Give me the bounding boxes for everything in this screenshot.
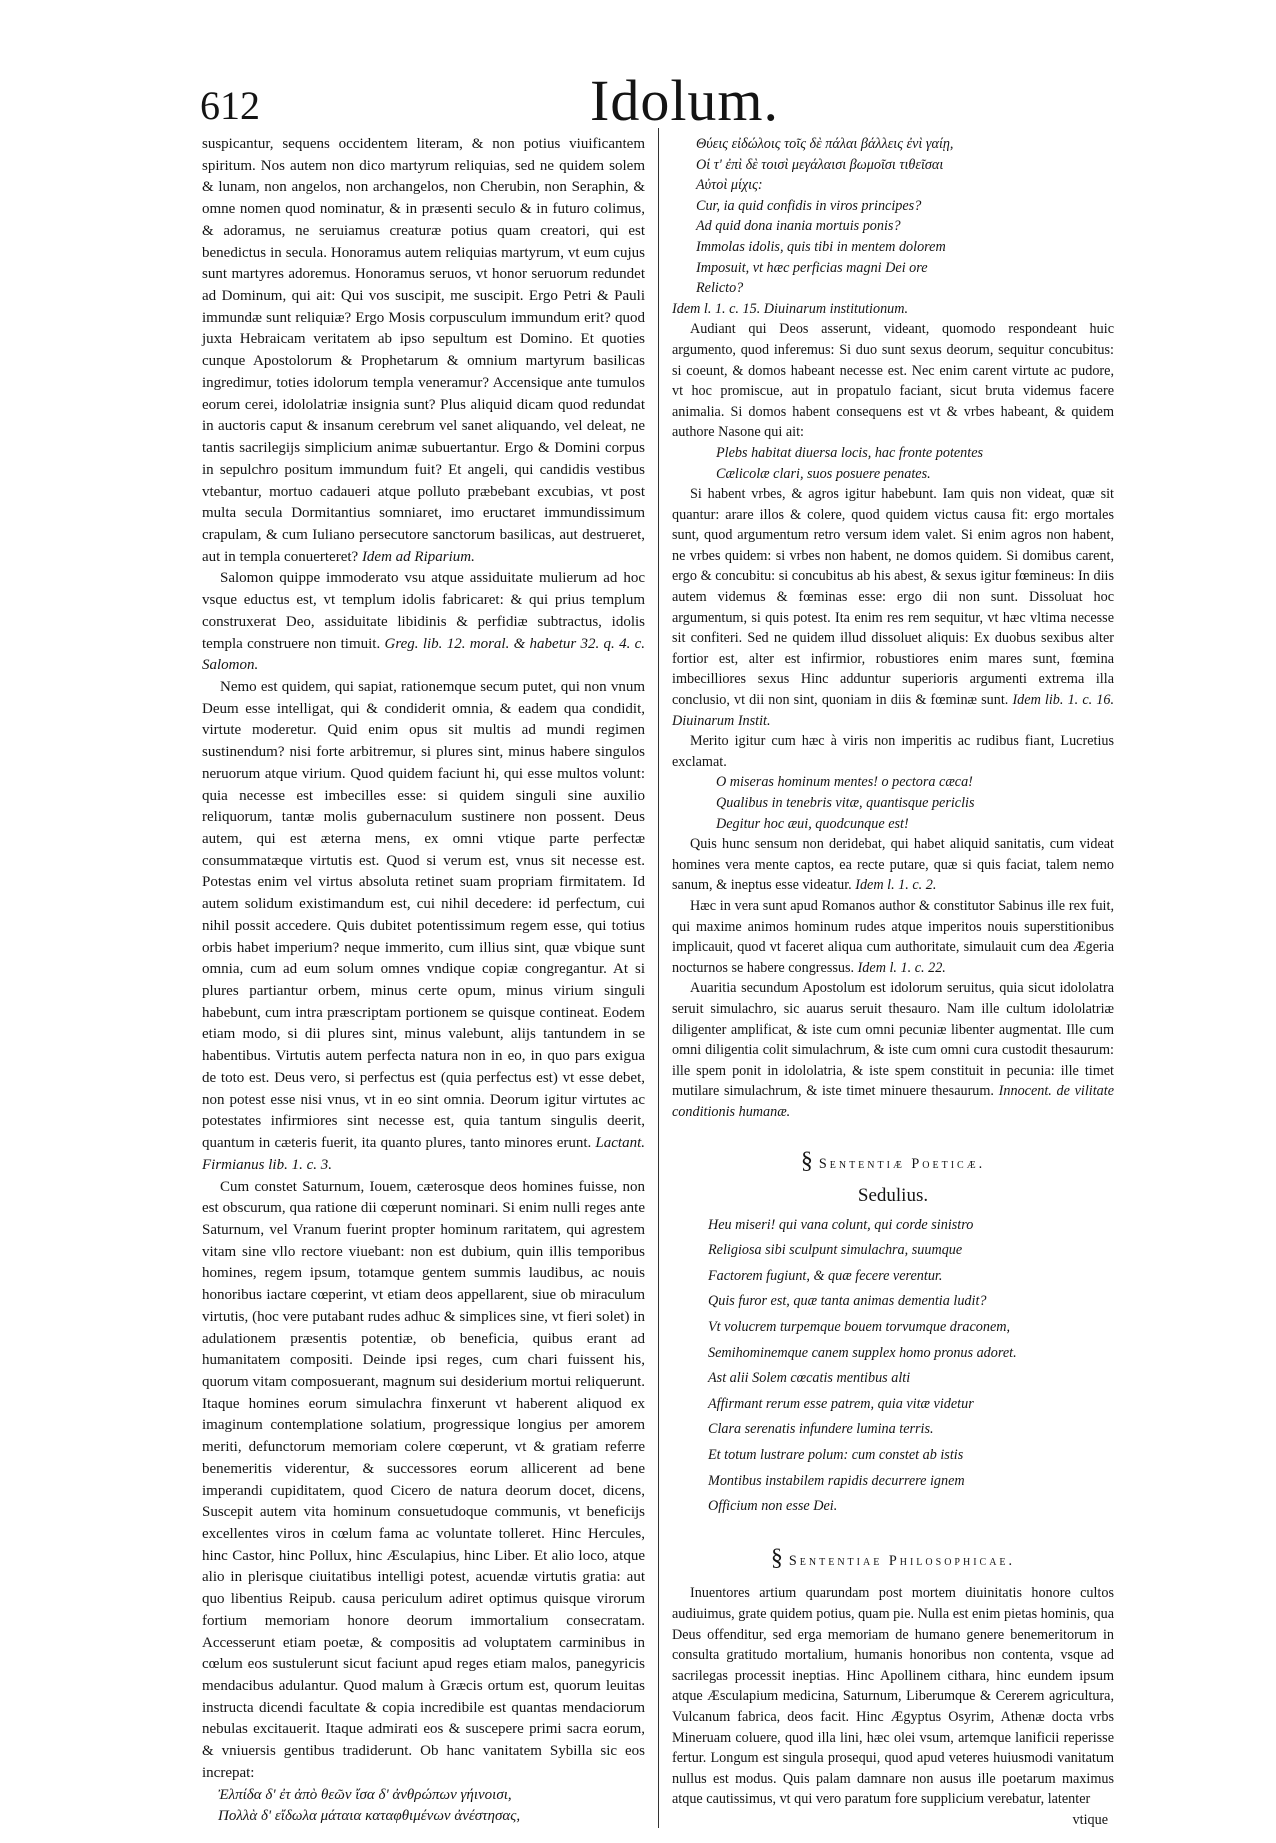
verse-line: Ad quid dona inania mortuis ponis? <box>696 218 901 235</box>
paragraph-text: Inuentores artium quarundam post mortem diuinitatis honore cultos audiuimus, grate quidem potius, quam pie. Nulla est enim pietas hominis, qua Deus offenditur, sed erga memoriam de humano genere benemeritorum in consulta gratitudo mortalium, humanis honoribus non contenta, vsque ad sacrilegas processit ineptias. Hinc Apollinem cithara, hinc eundem ipsum atque Æsculapium medicina, Saturnum, Liberumque & Cererem agricultura, Vulcanum fabrica, deos facit. Hinc Ægyptus Osyrim, Athenæ docta vrbs Mineruam coluere, quod illa lini, hæc olei vsum, artemque lanificii reperisse fertur. Longum est singula prosequi, quod apud veteres huiusmodi vanitatum nullus est modus. Quis palam damnare non ausus ille poetarum maximus atque cautissimus, vt qui vero paratum fore supplicium verebatur, latenter <box>672 1585 1114 1808</box>
verse-line: Factorem fugiunt, & quæ fecere verentur. <box>708 1267 943 1284</box>
ovid-verse <box>672 443 1114 484</box>
paragraph <box>672 896 1114 978</box>
verse-line: O miseras hominum mentes! o pectora cæca! <box>716 774 973 791</box>
sedulius-poem <box>672 1213 1114 1520</box>
citation: Lactant. Firmianus lib. 1. c. 3. <box>202 1135 645 1173</box>
verse-line: Semihominemque canem supplex homo pronus adoret. <box>708 1344 1017 1361</box>
verse-line: Vt volucrem turpemque bouem torvumque draconem, <box>708 1319 1011 1336</box>
section-heading-philosophical <box>672 1544 1114 1572</box>
verse-line: Ἐλπίδα δ' ἐτ ἀπὸ θεῶν ἴσα δ' ἀνθρώπων γήινοισι, <box>218 1786 512 1803</box>
paragraph-text: Si habent vrbes, & agros igitur habebunt. Iam quis non videat, quæ sit quantur: arare illos & colere, quod quidem victus causa fit: ergo mortales sunt, quod argumentum retro versum idem valet. Si enim agros non habent, ne vrbes quidem: si vrbes non habent, ne domos quidem. Si domibus carent, ergo & concubitu: si concubitus ab his abest, & sexus igitur fœmineus: In diis autem videmus & fœminas esse: ergo dii non sunt. Dissoluat hoc argumentum, si quis potest. Ita enim res rem sequitur, vt hæc vltima necesse sit confiteri. Sed ne quidem illud dissoluet aliquis: Ex duobus sexibus alter fortior est, alter est infirmior, robustiores enim mares sunt, fœmina imbecilliores sexus Hinc adduntur superioris argumenti extrema illa conclusio, vt dii non sint, quoniam in diis & fœminæ sunt. <box>672 486 1114 709</box>
paragraph <box>672 731 1114 772</box>
paragraph <box>672 319 1114 443</box>
poet-name: Sedulius. <box>857 1185 929 1207</box>
section-mark: § <box>770 1544 783 1571</box>
paragraph <box>672 484 1114 731</box>
paragraph <box>672 1583 1114 1810</box>
verse-line: Qualibus in tenebris vitæ, quantisque periclis <box>716 795 975 811</box>
paragraph-text: Salomon quippe immoderato vsu atque assiduitate mulierum ad hoc vsque eductus est, vt templum idolis fabricaret: & qui prius templum construxerat Deo, assiduitate libidinis & perfidiæ subtractus, idolis templa construere non timuit. <box>202 570 645 652</box>
paragraph-text: suspicantur, sequens occidentem literam, & non potius viuificantem spiritum. Nos autem non dico martyrum reliquias, sed ne quidem solem & lunam, non angelos, non archangelos, non Cherubin, non Seraphin, & omne nomen quod nominatur, & in præsenti seculo & in futuro colimus, & adoramus, ne seruiamus creaturæ potius quam creatori, qui est benedictus in secula. Honoramus autem reliquias martyrum, vt eum cujus sunt martyres adoremus. Honoramus seruos, vt honor seruorum redundet ad Dominum, qui ait: Qui vos suscipit, me suscipit. Ergo Petri & Pauli immundæ sunt reliquiæ? Ergo Mosis corpusculum immundum erit? quod juxta Hebraicam veritatem ab ipso sepultum est Domino. Et quoties cunque Apostolorum & Prophetarum & omnium martyrum basilicas ingredimur, toties idolorum templa veneramur? Accensique ante tumulos eorum cerei, idololatriæ insignia sunt? Plus aliquid dicam quod redundat in auctoris caput & insanum cerebrum vel sanet aliquando, vel deleat, ne tantis sacrilegijs simplicium animæ subuertantur. Ergo & Domini corpus in sepulchro positum immundum fuit? Et angeli, qui candidis vestibus vtebantur, mortuo cadaueri atque polluto præbebant excubias, vt post multa secula Dormitantius somniaret, imo eructaret immundissimum crapulam, & cum Iuliano persecutore sanctorum basilicas, aut destrueret, aut in templa conuerteret? <box>202 136 645 565</box>
left-column <box>202 134 645 1828</box>
running-head: Idolum. <box>590 68 780 133</box>
paragraph-text: Audiant qui Deos asserunt, videant, quomodo respondeant huic argumento, quod inferemus: Si duo sunt sexus deorum, sequitur concubitus: si coeunt, & domos habeant necesse est. Nec enim carent virtute ac pudore, vt hoc promiscue, aut in propatulo faciant, sicut bruta videmus facere animalia. Si domos habent consequens est vt & vrbes habeant, & quidem authore Nasone qui ait: <box>672 321 1114 441</box>
lucretius-verse <box>672 772 1114 834</box>
verse-line: Θύεις εἰδώλοις τοῖς δὲ πάλαι βάλλεις ἐνὶ γαίῃ, <box>696 136 954 152</box>
paragraph <box>202 1177 645 1785</box>
latin-verse <box>672 196 1114 299</box>
verse-line: Cælicolæ clari, suos posuere penates. <box>716 465 931 482</box>
section-heading-text: Sententiæ Poeticæ. <box>818 1155 986 1172</box>
verse-line: Religiosa sibi sculpunt simulachra, suumque <box>708 1242 963 1259</box>
citation: Idem l. 1. c. 15. Diuinarum institutionum. <box>672 300 909 317</box>
citation: Innocent. de vilitate conditionis humanæ. <box>672 1083 1114 1120</box>
verse-line: Affirmant rerum esse patrem, quia vitæ videtur <box>708 1395 974 1412</box>
section-heading-text: Sententiae Philosophicae. <box>788 1552 1016 1569</box>
paragraph-text: Cum constet Saturnum, Iouem, cæterosque deos homines fuisse, non est obscurum, qua ratione dii cœperunt nominari. Si enim nulli reges ante Saturnum, vel Vranum fuerint propter hominum raritatem, qui agrestem vitam sine vllo rectore viuebant: non est dubium, quin illis temporibus homines, regem ipsum, totamque gentem summis laudibus, ac nouis honoribus iactare cœperint, vt etiam deos appellarent, siue ob miraculum virtutis, (hoc vere putabant rudes adhuc & simplices sine, vt fieri solet) in adulationem præsentis potentiæ, ob beneficia, quibus erant ad humanitatem compositi. Deinde ipsi reges, cum chari fuissent his, quorum vitam composuerant, magnum sui desiderium mortui reliquerunt. Itaque homines eorum simulachra finxerunt vt haberent aliquod ex imaginum contemplatione solatium, progressique longius per amorem meriti, defunctorum memoriam colere cœperunt, vt & gratiam referre benemeritis viderentur, & successores eorum allicerent ad bene imperandi cupiditatem, quod Cicero de natura deorum docet, dicens, Suscepit autem vita hominum consuetudoque communis, vt beneficijs excellentes viros in cœlum fama ac voluntate tolleret. Hinc Hercules, hinc Castor, hinc Pollux, hinc Æsculapius, hinc Liber. Et alio loco, atque alio in plerisque ciuitatibus intelligi potest, acuendæ virtutis gratia: aut quo libentius Reipub. causa periculum adiret optimus quisque virorum fortium memoriam honore deorum immortalium consecratam. Accesserunt etiam poetæ, & compositis ad voluptatem carminibus in cœlum eos sustulerunt sicut faciunt apud reges etiam malos, panegyricis mendacibus adulantur. Quod malum à Græcis ortum est, quorum leuitas instructa dicendi facultate & copia incredibile est quantas mendaciorum nebulas excitauerit. Itaque admirati eos & suscepere primi sacra eorum, & vniuersis gentibus tradiderunt. Ob hanc vanitatem Sybilla sic eos increpat: <box>202 1178 645 1781</box>
paragraph-text: Nemo est quidem, qui sapiat, rationemque secum putet, qui non vnum Deum esse intelligat, qui & condiderit omnia, & eadem qua condidit, virtute moderetur. Quid enim opus sit multis ad mundi regimen sustinendum? nisi forte arbitremur, si plures sint, minus habere singulos neruorum atque virium. Quod quidem faciunt hi, qui esse multos volunt: quia necesse est imbecilles esse: si quidem singuli sine auxilio reliquorum, tantæ molis gubernaculum sustinere non possent. Deus autem, qui est æterna mens, ex omni vtique parte perfectæ consummatæque virtutis est. Quod si verum est, vnus sit necesse est. Potestas enim vel virtus absoluta retinet suam propriam firmitatem. Id autem solidum existimandum est, cui nihil decedere: id perfectum, cui nihil possit accedere. Quis dubitet potentissimum regem esse, qui totius orbis habet imperium? neque immerito, cum illius sint, quæ vbique sunt omnia, cum ad eum solum omnes vndique copiæ congregantur. At si plures partiantur orbem, minus certe opum, minus virium singuli habebunt, cum intra præscriptam portionem se quisque contineat. Eodem etiam modo, si dii plures sint, minus valebunt, alijs tantundem in se habentibus. Virtutis autem perfecta natura non in eo, in quo pars exigua de toto est. Deus vero, si perfectus est (quia perfectus est) vt esse debet, non potest esse nisi vnus, vt in eo sint omnia. Deorum igitur virtutes ac potestates infirmiores sint necesse est, quia tantum singulis deerit, quantum in cæteris fuerit, ita quanto plures, tanto minores erunt. <box>202 678 645 1152</box>
verse-line: Et totum lustrare polum: cum constet ab istis <box>708 1447 964 1464</box>
citation: Greg. lib. 12. moral. & habetur 32. q. 4. c. Salomon. <box>202 635 646 674</box>
paragraph-text: Auaritia secundum Apostolum est idolorum seruitus, quia sicut idololatra seruit simulachro, sic auarus seruit thesauro. Nam ille cultum idololatriæ diligenter amplificat, & iste cum omni pecuniæ libenter augmentat. Ille cum omni diligentia colit simulachrum, & iste cum omni cura custodit thesaurum: ille spem ponit in idololatria, & iste spem constituit in pecunia: ille timet mutilare simulachrum, & iste timet minuere thesaurum. <box>672 980 1114 1100</box>
greek-verse <box>672 134 1114 196</box>
citation: Idem l. 1. c. 2. <box>855 877 937 894</box>
verse-line: Cur, ia quid confidis in viros principes? <box>696 197 922 214</box>
verse-line: Αὐτοὶ μίχις: <box>696 177 763 194</box>
citation: Idem lib. 1. c. 16. Diuinarum Instit. <box>672 692 1115 729</box>
verse-line: Οἱ τ' ἐπὶ δὲ τοισὶ μεγάλαισι βωμοῖσι τιθεῖσαι <box>696 156 944 173</box>
citation: Idem l. 1. c. 22. <box>857 959 946 976</box>
paragraph <box>202 677 645 1177</box>
verse-line: Degitur hoc æui, quodcunque est! <box>716 815 909 832</box>
verse-line: Officium non esse Dei. <box>708 1498 838 1515</box>
paragraph <box>202 134 645 568</box>
paragraph <box>672 834 1114 896</box>
verse-line: Relicto? <box>696 280 744 297</box>
verse-line: Ast alii Solem cœcatis mentibus alti <box>708 1370 911 1387</box>
verse-line: Clara serenatis infundere lumina terris. <box>708 1421 934 1438</box>
verse-line: Montibus instabilem rapidis decurrere ignem <box>708 1472 965 1489</box>
paragraph <box>202 568 645 677</box>
section-heading-poetic <box>672 1147 1114 1175</box>
verse-line: Imposuit, vt hæc perficias magni Dei ore <box>696 259 928 276</box>
paragraph-text: Quis hunc sensum non deridebat, qui habet aliquid sanitatis, cum videat homines vera mente captos, ea recte putare, quæ si quis faciat, talem nemo sanum, & ineptus esse videatur. <box>672 836 1114 894</box>
column-divider <box>658 128 659 1828</box>
paragraph-text: Merito igitur cum hæc à viris non imperitis ac rudibus fiant, Lucretius exclamat. <box>672 733 1114 770</box>
verse-line: Plebs habitat diuersa locis, hac fronte potentes <box>716 444 984 461</box>
verse-line: Quis furor est, quæ tanta animas dementia ludit? <box>708 1293 987 1310</box>
citation: Idem ad Riparium. <box>361 548 475 565</box>
greek-verse <box>202 1785 645 1828</box>
verse-line: Immolas idolis, quis tibi in mentem dolorem <box>696 238 946 255</box>
page-number: 612 <box>200 83 260 128</box>
paragraph-text: Hæc in vera sunt apud Romanos author & constitutor Sabinus ille rex fuit, qui maxime animos hominum rudes atque imperitos nouis superstitionibus implicauit, quod vt faceret aliqua cum authoritate, simulauit cum dea Ægeria nocturnos se habere congressus. <box>672 897 1114 976</box>
verse-line: Πολλὰ δ' εἴδωλα μάταια καταφθιμένων ἀνέστησας, <box>218 1808 521 1825</box>
section-mark: § <box>800 1147 813 1174</box>
right-column <box>672 134 1114 1831</box>
verse-line: Heu miseri! qui vana colunt, qui corde sinistro <box>708 1216 974 1233</box>
catchword: vtique <box>1072 1811 1108 1828</box>
paragraph <box>672 978 1114 1122</box>
